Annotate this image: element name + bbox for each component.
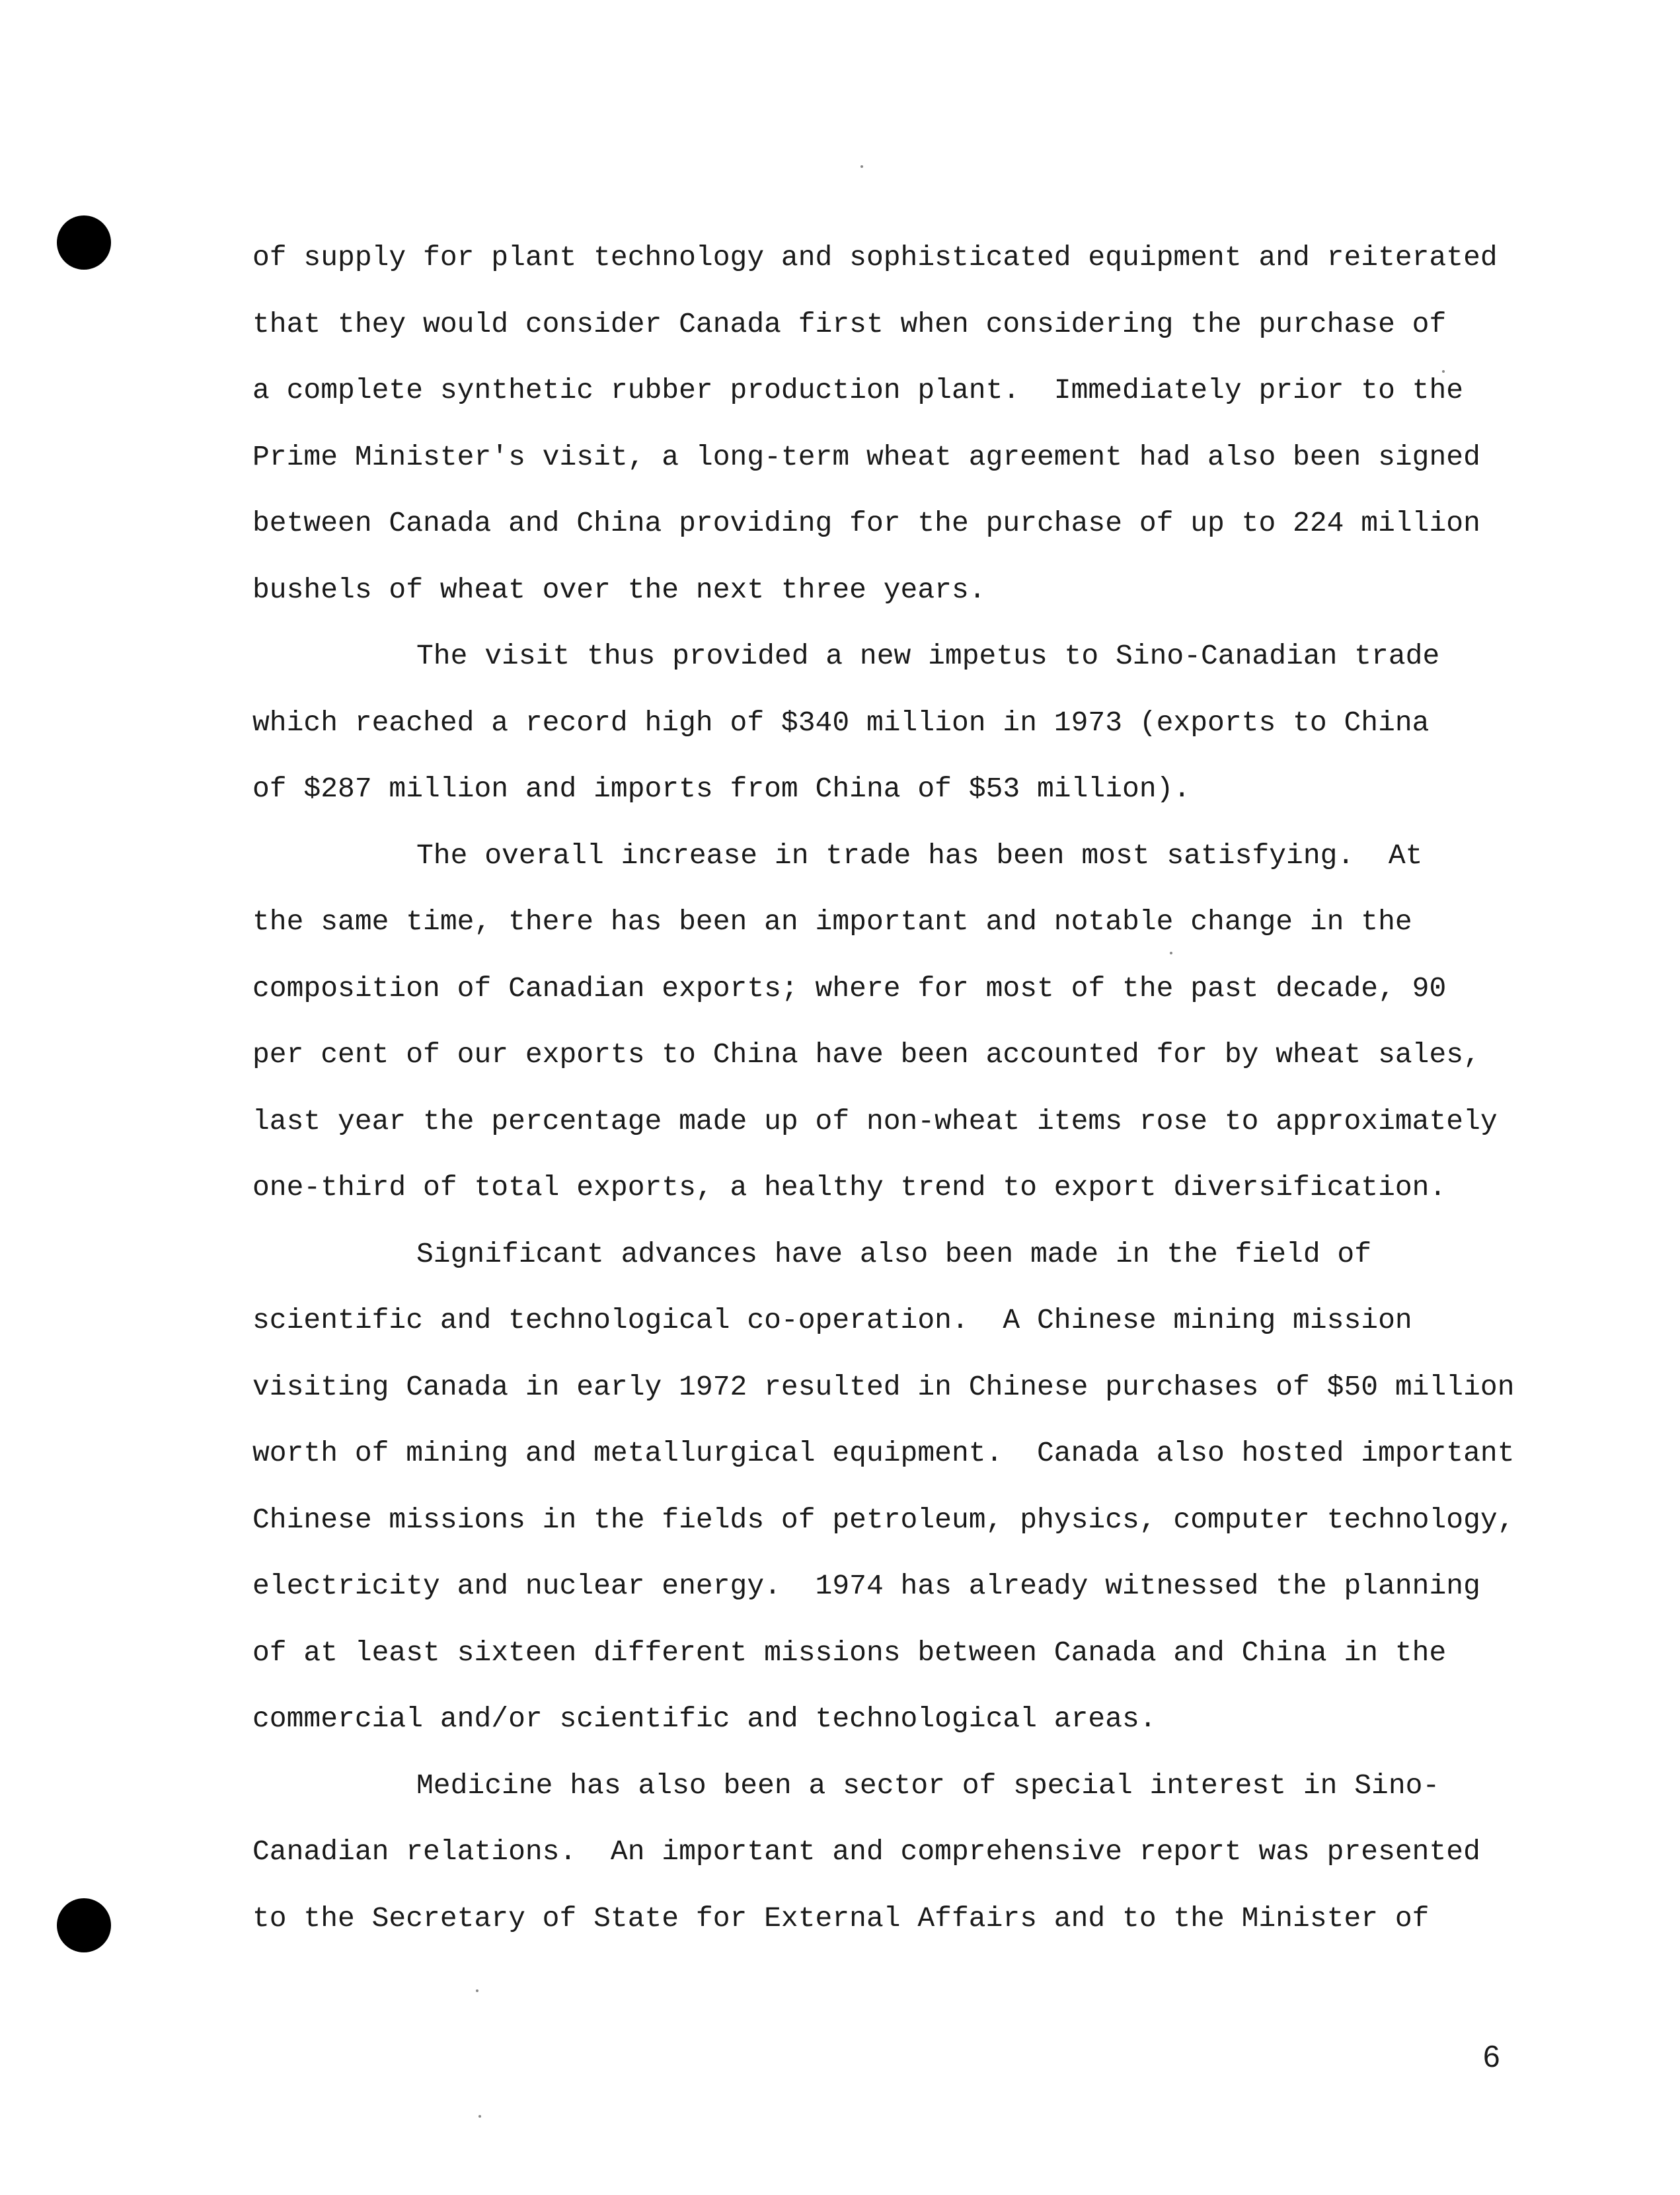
text-line: The overall increase in trade has been most satisfying. At [416,839,1423,872]
scan-speck [860,165,863,168]
text-line: per cent of our exports to China have been accounted for by wheat sales, [252,1038,1480,1071]
paragraph [252,1221,1515,1753]
text-line: visiting Canada in early 1972 resulted in Chinese purchases of $50 million [252,1370,1515,1403]
text-line: worth of mining and metallurgical equipment. Canada also hosted important [252,1437,1515,1469]
text-line: Canadian relations. An important and comprehensive report was presented [252,1835,1480,1868]
paragraph [252,1753,1495,1952]
text-line: commercial and/or scientific and technological areas. [252,1703,1157,1735]
text-line: Medicine has also been a sector of special interest in Sino- [416,1769,1440,1802]
text-line: Chinese missions in the fields of petroleum, physics, computer technology, [252,1503,1515,1536]
text-line: electricity and nuclear energy. 1974 has already witnessed the planning [252,1570,1480,1602]
text-line: bushels of wheat over the next three years. [252,573,986,606]
paragraph [252,823,1498,1221]
scan-speck [478,2115,481,2118]
text-line: of at least sixteen different missions between Canada and China in the [252,1636,1447,1669]
text-line: last year the percentage made up of non-wheat items rose to approximately [252,1104,1498,1137]
paragraph [252,225,1498,623]
body-text [252,225,1515,1952]
page-number: 6 [1483,2039,1500,2073]
paragraph [252,623,1495,823]
text-line: to the Secretary of State for External Affairs and to the Minister of [252,1902,1430,1935]
text-line: that they would consider Canada first when considering the purchase of [252,307,1447,340]
text-line: of $287 million and imports from China of $53 million). [252,773,1191,805]
text-line: scientific and technological co-operation. A Chinese mining mission [252,1304,1412,1336]
text-line: composition of Canadian exports; where for most of the past decade, 90 [252,972,1447,1005]
text-line: a complete synthetic rubber production plant. Immediately prior to the [252,374,1464,406]
scan-speck [476,1989,478,1992]
text-line: which reached a record high of $340 million in 1973 (exports to China [252,706,1430,739]
text-line: between Canada and China providing for the purchase of up to 224 million [252,507,1480,539]
text-line: Prime Minister's visit, a long-term wheat agreement had also been signed [252,440,1480,473]
text-line: one-third of total exports, a healthy trend to export diversification. [252,1171,1447,1204]
text-line: The visit thus provided a new impetus to Sino-Canadian trade [416,640,1440,672]
text-line: of supply for plant technology and sophisticated equipment and reiterated [252,241,1498,274]
text-line: Significant advances have also been made in the field of [416,1237,1372,1270]
punch-hole-top [57,215,111,270]
text-line: the same time, there has been an important and notable change in the [252,905,1412,938]
punch-hole-bottom [57,1898,111,1952]
